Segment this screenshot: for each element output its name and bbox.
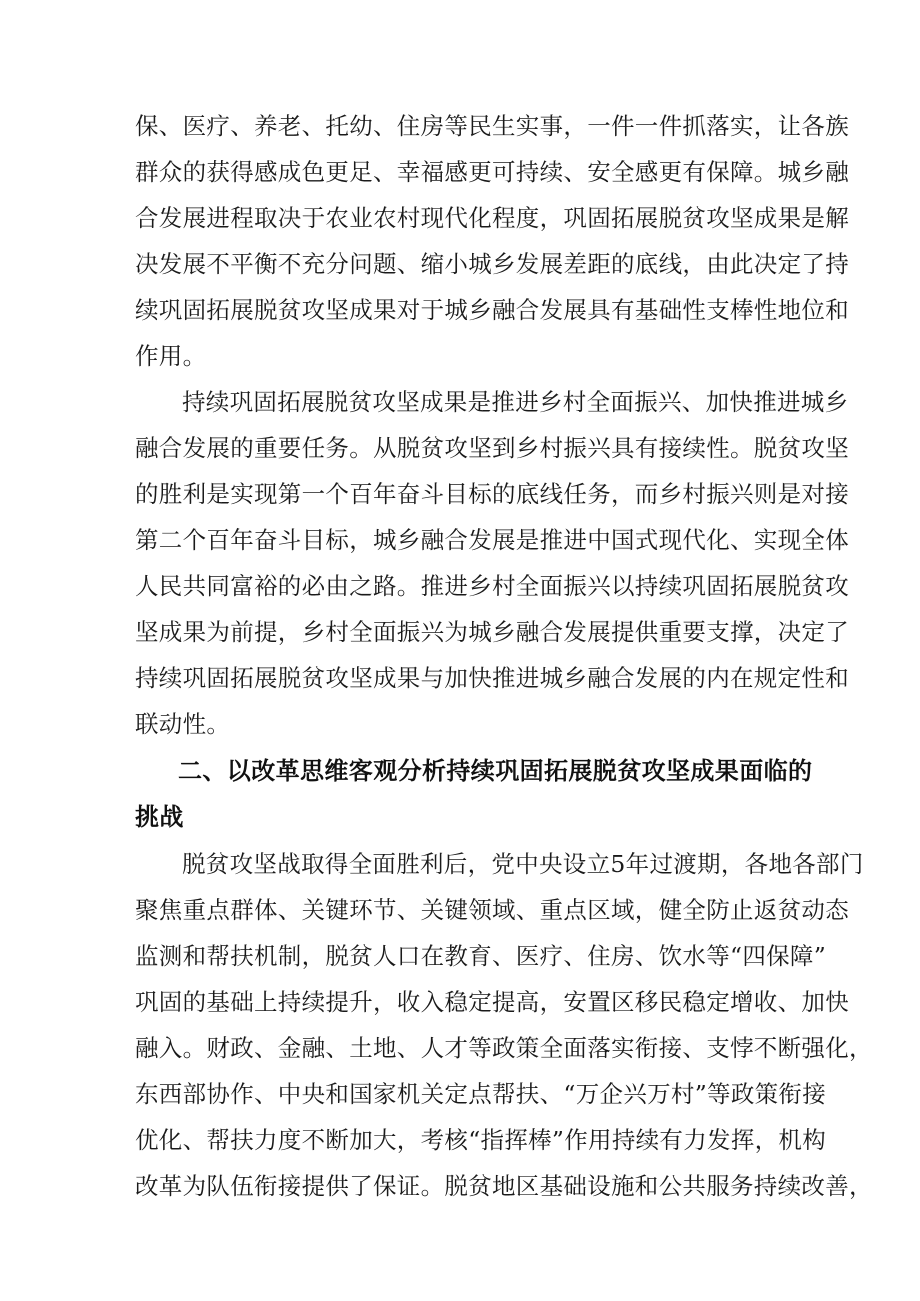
paragraph-line: 东西部协作、中央和国家机关定点帮扶、“万企兴万村”等政策衔接 bbox=[135, 1080, 827, 1108]
paragraph-line: 第二个百年奋斗目标，城乡融合发展是推进中国式现代化、实现全体 bbox=[135, 526, 849, 554]
paragraph-line: 作用。 bbox=[135, 342, 207, 370]
paragraph-line: 优化、帮扶力度不断加大，考核“指挥棒”作用持续有力发挥，机构 bbox=[135, 1126, 827, 1154]
paragraph-line: 融入。财政、金融、土地、人才等政策全面落实衔接、支悖不断强化， bbox=[135, 1034, 873, 1062]
paragraph-line: 持续巩固拓展脱贫攻坚成果与加快推进城乡融合发展的内在规定性和 bbox=[135, 664, 849, 692]
paragraph-line: 续巩固拓展脱贫攻坚成果对于城乡融合发展具有基础性支棒性地位和 bbox=[135, 296, 849, 324]
paragraph-line: 监测和帮扶机制，脱贫人口在教育、医疗、住房、饮水等“四保障” bbox=[135, 942, 827, 970]
paragraph-line: 持续巩固拓展脱贫攻坚成果是推进乡村全面振兴、加快推进城乡 bbox=[182, 388, 849, 416]
paragraph-line: 聚焦重点群体、关键环节、关键领域、重点区域，健全防止返贫动态 bbox=[135, 896, 849, 924]
paragraph-line: 脱贫攻坚战取得全面胜利后，党中央设立5年过渡期，各地各部门 bbox=[182, 850, 864, 878]
paragraph-line: 融合发展的重要任务。从脱贫攻坚到乡村振兴具有接续性。脱贫攻坚 bbox=[135, 434, 849, 462]
paragraph-line: 人民共同富裕的必由之路。推进乡村全面振兴以持续巩固拓展脱贫攻 bbox=[135, 572, 849, 600]
section-heading-line: 二、以改革思维客观分析持续巩固拓展脱贫攻坚成果面临的 bbox=[178, 757, 813, 785]
paragraph-line: 坚成果为前提，乡村全面振兴为城乡融合发展提供重要支撑，决定了 bbox=[135, 618, 849, 646]
paragraph-line: 合发展进程取决于农业农村现代化程度，巩固拓展脱贫攻坚成果是解 bbox=[135, 204, 849, 232]
paragraph-line: 联动性。 bbox=[135, 710, 231, 738]
paragraph-line: 群众的获得感成色更足、幸福感更可持续、安全感更有保障。城乡融 bbox=[135, 158, 849, 186]
paragraph-line: 决发展不平衡不充分问题、缩小城乡发展差距的底线，由此决定了持 bbox=[135, 250, 849, 278]
paragraph-line: 保、医疗、养老、托幼、住房等民生实事，一件一件抓落实，让各族 bbox=[135, 112, 849, 140]
section-heading-line: 挑战 bbox=[135, 803, 184, 831]
paragraph-line: 巩固的基础上持续提升，收入稳定提高，安置区移民稳定增收、加快 bbox=[135, 988, 849, 1016]
paragraph-line: 的胜利是实现第一个百年奋斗目标的底线任务，而乡村振兴则是对接 bbox=[135, 480, 849, 508]
paragraph-line: 改革为队伍衔接提供了保证。脱贫地区基础设施和公共服务持续改善， bbox=[135, 1172, 873, 1200]
